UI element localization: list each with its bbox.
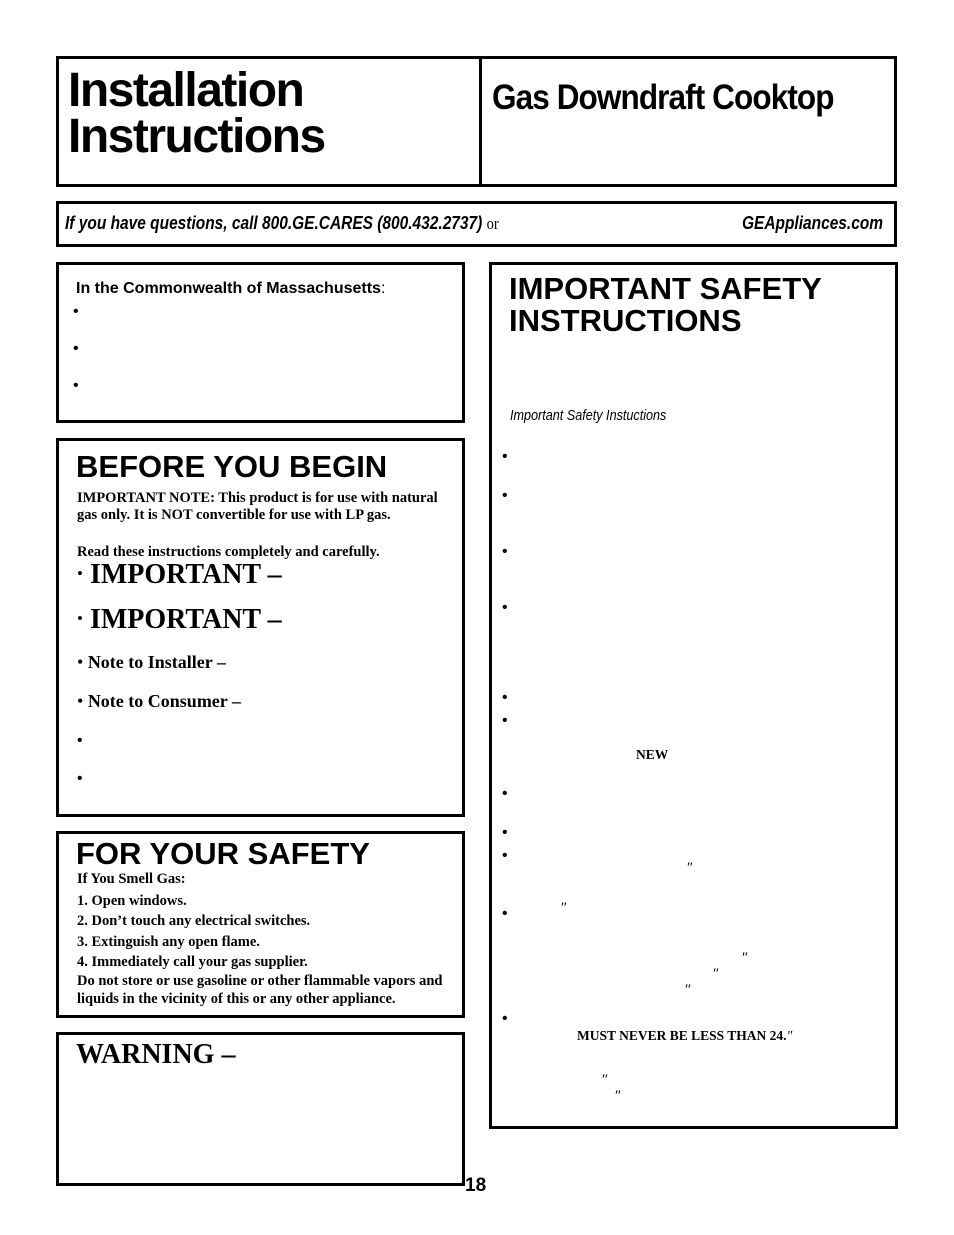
warning-heading: WARNING – (76, 1039, 236, 1070)
inch-mark-7: ″ (614, 1088, 621, 1104)
safety-bullet-2: • (502, 487, 508, 504)
safety-heading-line1: IMPORTANT SAFETY (509, 271, 822, 306)
header-divider (479, 59, 482, 184)
before-you-begin-heading: BEFORE YOU BEGIN (76, 449, 388, 484)
massachusetts-bullet-2: • (73, 340, 79, 357)
gas-step-4: 4. Immediately call your gas supplier. (77, 953, 308, 970)
smell-gas-label: If You Smell Gas: (77, 871, 186, 887)
product-title: Gas Downdraft Cooktop (492, 78, 834, 117)
clearance-note: MUST NEVER BE LESS THAN 24.″ (577, 1028, 793, 1043)
for-your-safety-heading: FOR YOUR SAFETY (76, 836, 370, 871)
doc-title-line1: Installation (68, 64, 304, 117)
new-label: NEW (636, 747, 669, 762)
gas-step-3: 3. Extinguish any open flame. (77, 933, 260, 950)
note-to-consumer: • Note to Consumer – (77, 691, 241, 711)
gas-step-2: 2. Don’t touch any electrical switches. (77, 913, 311, 930)
safety-bullet-7: • (502, 785, 508, 802)
inch-mark-3: ″ (741, 950, 748, 966)
massachusetts-heading: In the Commonwealth of Massachusetts: (76, 280, 386, 297)
contact-line (65, 213, 499, 234)
note-to-installer: • Note to Installer – (77, 652, 226, 672)
massachusetts-bullet-3: • (73, 377, 79, 394)
gas-steps (77, 891, 310, 972)
massachusetts-bullet-1: • (73, 303, 79, 320)
safety-instructions-box (489, 262, 898, 1129)
important-1: • IMPORTANT – (77, 559, 282, 590)
page-number: 18 (465, 1175, 487, 1196)
before-bullet-5: • (77, 732, 83, 749)
doc-title-line2: Instructions (68, 110, 325, 163)
before-bullet-6: • (77, 770, 83, 787)
flammable-storage-note: Do not store or use gasoline or other flammable vapors and liquids in the vicinity of this or any other appliance. (77, 973, 443, 1007)
safety-bullet-1: • (502, 448, 508, 465)
inch-mark-1: ″ (686, 860, 693, 876)
inch-mark-5: ″ (684, 982, 691, 998)
safety-bullet-10: • (502, 905, 508, 922)
doc-title (68, 64, 325, 163)
inch-mark-4: ″ (712, 966, 719, 982)
safety-bullet-5: • (502, 689, 508, 706)
safety-bullet-3: • (502, 543, 508, 560)
contact-question: If you have questions, call 800.GE.CARES (800.432.2737) (65, 213, 483, 233)
read-instructions: Read these instructions completely and carefully. (77, 544, 380, 560)
website-link[interactable]: GEAppliances.com (741, 213, 883, 233)
inch-mark-6: ″ (601, 1072, 608, 1088)
gas-step-1: 1. Open windows. (77, 893, 187, 909)
safety-bullet-9: • (502, 847, 508, 864)
inch-mark-2: ″ (560, 900, 567, 916)
safety-instructions-heading (509, 273, 822, 337)
safety-italic-note: Important Safety Instuctions (510, 408, 667, 424)
safety-bullet-6: • (502, 712, 508, 729)
important-2: • IMPORTANT – (77, 604, 282, 635)
contact-or: or (486, 214, 499, 233)
safety-heading-line2: INSTRUCTIONS (509, 303, 742, 338)
safety-bullet-8: • (502, 824, 508, 841)
safety-bullet-11: • (502, 1010, 508, 1027)
important-note: IMPORTANT NOTE: This product is for use with natural gas only. It is NOT convertible for use with LP gas. (77, 490, 438, 523)
safety-bullet-4: • (502, 599, 508, 616)
